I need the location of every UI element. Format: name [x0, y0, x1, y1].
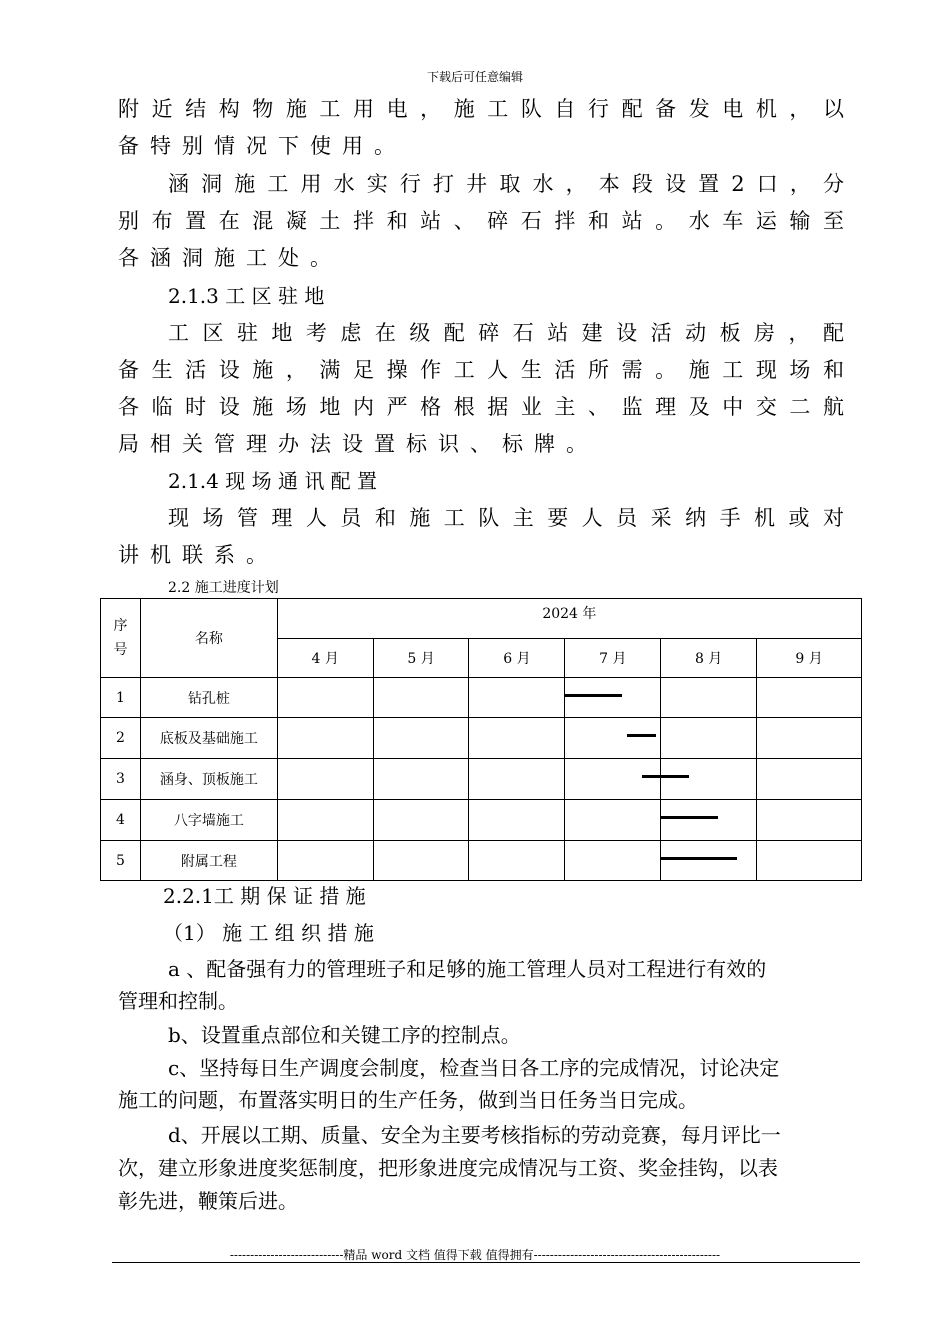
- subsection-heading: （1） 施 工 组 织 措 施: [163, 921, 374, 945]
- page-header: 下载后可任意编辑: [426, 70, 523, 84]
- row-name: 钻孔桩: [140, 678, 277, 718]
- list-item-line: 施工的问题，布置落实明日的生产任务，做到当日任务当日完成。: [118, 1088, 698, 1112]
- body-line: 各涵洞施工处。: [118, 246, 342, 270]
- body-line: 备特别情况下使用。: [118, 134, 406, 158]
- table-row: [101, 718, 862, 759]
- header-name: 名称: [140, 599, 277, 678]
- row-name: 底板及基础施工: [140, 718, 277, 759]
- gantt-bar: [627, 734, 656, 737]
- header-year: 2024 年: [277, 599, 861, 639]
- section-heading: 2.1.4 现 场 通 讯 配 置: [168, 469, 378, 493]
- row-name: 八字墙施工: [140, 800, 277, 841]
- row-seq: 3: [101, 759, 141, 800]
- row-seq: 1: [101, 678, 141, 718]
- body-line: 别布置在混凝土拌和站、碎石拌和站。水车运输至: [118, 209, 844, 233]
- table-row: [101, 759, 862, 800]
- body-line: 备生活设施，满足操作工人生活所需。施工现场和: [118, 358, 844, 382]
- list-item-line: d、开展以工期、质量、安全为主要考核指标的劳动竞赛，每月评比一: [168, 1123, 781, 1147]
- gantt-bar: [565, 694, 623, 697]
- table-row: [101, 678, 862, 718]
- row-name: 涵身、顶板施工: [140, 759, 277, 800]
- gantt-bar: [642, 775, 690, 778]
- body-line: 附近结构物施工用电，施工队自行配备发电机，以: [118, 97, 844, 121]
- row-seq: 5: [101, 841, 141, 881]
- section-heading: 2.2.1工 期 保 证 措 施: [163, 884, 366, 908]
- section-heading: 2.1.3 工 区 驻 地: [168, 284, 325, 308]
- body-line: 各临时设施场地内严格根据业主、监理及中交二航: [118, 395, 844, 419]
- table-caption: 2.2 施工进度计划: [168, 580, 279, 596]
- header-seq: 序号: [101, 599, 141, 678]
- schedule-table: [100, 598, 862, 881]
- header-month: 8 月: [661, 639, 757, 678]
- list-item-line: 彰先进，鞭策后进。: [118, 1189, 298, 1213]
- row-seq: 4: [101, 800, 141, 841]
- body-line: 涵洞施工用水实行打井取水，本段设置2口，分: [168, 172, 844, 196]
- list-item-line: b、设置重点部位和关键工序的控制点。: [168, 1023, 521, 1047]
- list-item-line: c、坚持每日生产调度会制度，检查当日各工序的完成情况，讨论决定: [168, 1056, 780, 1080]
- header-month: 7 月: [565, 639, 661, 678]
- header-month: 5 月: [373, 639, 469, 678]
- header-month: 9 月: [757, 639, 862, 678]
- row-seq: 2: [101, 718, 141, 759]
- gantt-bar: [661, 857, 738, 860]
- list-item-line: 管理和控制。: [118, 989, 238, 1013]
- list-item-line: 次，建立形象进度奖惩制度，把形象进度完成情况与工资、奖金挂钩，以表: [118, 1156, 778, 1180]
- body-line: 局相关管理办法设置标识、标牌。: [118, 432, 598, 456]
- page-footer: ----------------------------精品 word 文档 值得下载 值得拥有----------------------------------------------: [229, 1248, 721, 1262]
- body-line: 讲机联系。: [118, 543, 278, 567]
- row-name: 附属工程: [140, 841, 277, 881]
- table-row: [101, 800, 862, 841]
- body-line: 工区驻地考虑在级配碎石站建设活动板房，配: [168, 321, 844, 345]
- header-month: 4 月: [277, 639, 373, 678]
- list-item-line: a 、配备强有力的管理班子和足够的施工管理人员对工程进行有效的: [168, 957, 767, 981]
- table-row: [101, 841, 862, 881]
- gantt-bar: [661, 816, 719, 819]
- body-line: 现场管理人员和施工队主要人员采纳手机或对: [168, 506, 844, 530]
- header-month: 6 月: [469, 639, 565, 678]
- footer-rule: [112, 1262, 860, 1263]
